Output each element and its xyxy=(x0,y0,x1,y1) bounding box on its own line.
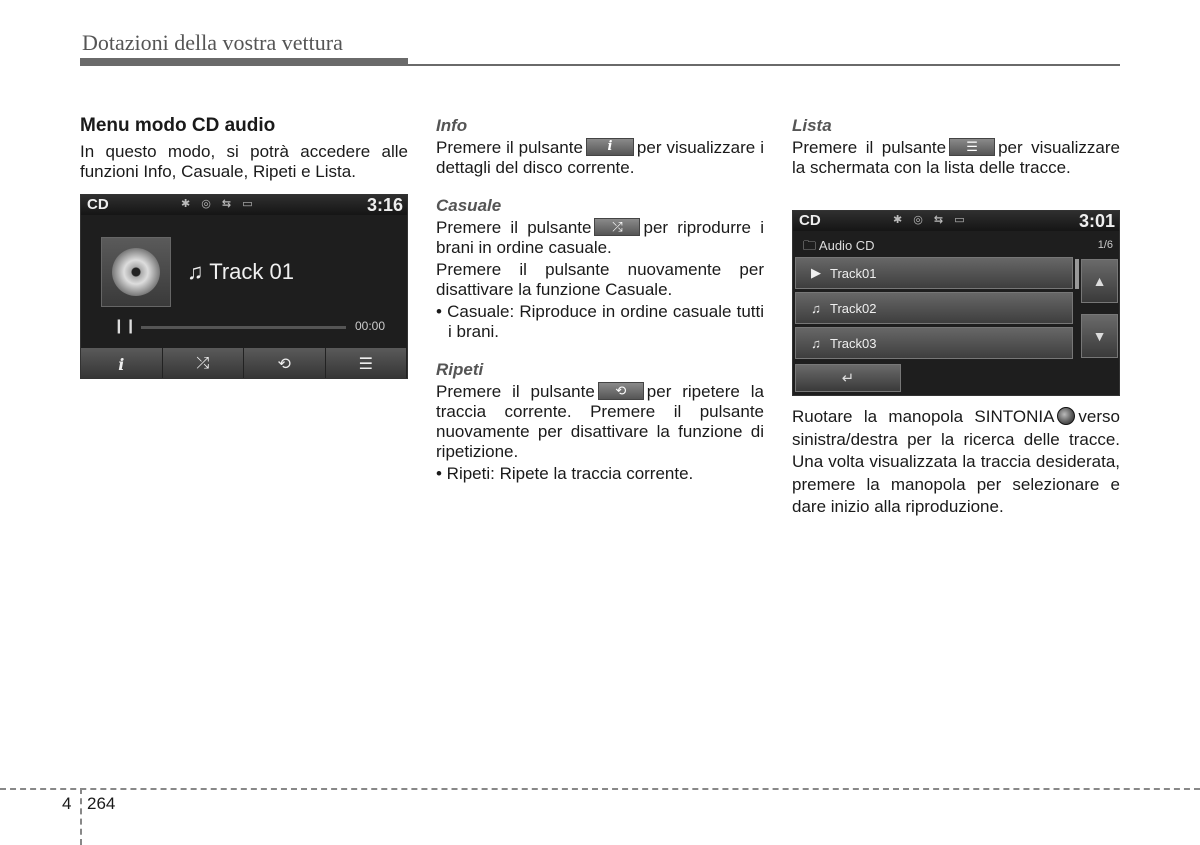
page-header: Dotazioni della vostra vettura xyxy=(82,30,343,55)
shuffle-icon: ⤮ xyxy=(196,355,210,372)
ripeti-paragraph: Premere il pulsante ⟲ per ripetere la traccia corrente. Premere il pulsante nuovamente per disattivare la funzione di ripetizione. xyxy=(436,382,764,461)
track-title xyxy=(187,259,294,285)
clock: 3:16 xyxy=(366,195,403,215)
footer-rule xyxy=(0,788,1200,790)
track-list xyxy=(795,257,1073,362)
ripeti-bullet: • Ripeti: Ripete la traccia corrente. xyxy=(436,464,694,483)
status-bar xyxy=(793,211,1119,231)
arrow-up-icon: ▲ xyxy=(1092,273,1107,289)
ripeti-heading: Ripeti xyxy=(436,360,484,379)
music-note-icon: ♫ xyxy=(811,335,821,351)
casuale-bullet: • Casuale: Riproduce in ordine casuale tutti i brani. xyxy=(436,302,764,341)
album-art xyxy=(101,237,171,307)
column-right-lower xyxy=(792,406,1120,521)
status-icons: ✱ ◎ ⇆ ▭ xyxy=(181,198,257,210)
header-rule xyxy=(80,58,408,66)
play-time: 00:00 xyxy=(355,319,386,333)
header-rule-thin xyxy=(408,64,1120,66)
page-number-value: 264 xyxy=(87,794,116,813)
list-item[interactable]: ♫ Track03 xyxy=(795,327,1073,359)
repeat-button[interactable] xyxy=(244,348,326,379)
scrollbar[interactable] xyxy=(1075,259,1079,289)
intro-paragraph: In questo modo, si potrà accedere alle funzioni Info, Casuale, Ripeti e Lista. xyxy=(80,142,408,181)
pause-icon[interactable]: ❙❙ xyxy=(113,317,137,333)
info-paragraph: Premere il pulsante i per visualizzare i dettagli del disco corrente. xyxy=(436,138,764,177)
track-name: Track 01 xyxy=(209,259,294,284)
status-icons: ✱ ◎ ⇆ ▭ xyxy=(893,214,969,226)
folder-label: 🗀 Audio CD xyxy=(803,238,875,253)
section-heading: Menu modo CD audio xyxy=(80,115,276,136)
list-icon: ☰ xyxy=(358,356,373,373)
footer-vertical-rule xyxy=(80,788,82,845)
casuale-paragraph-2: Premere il pulsante nuovamente per disattivare la funzione Casuale. xyxy=(436,260,764,299)
tuning-knob-icon xyxy=(1057,407,1075,425)
progress-bar[interactable] xyxy=(141,326,346,329)
info-button[interactable]: i xyxy=(81,348,163,379)
shuffle-button-icon: ⤮ xyxy=(594,218,640,236)
list-button[interactable] xyxy=(326,348,408,379)
column-right xyxy=(792,116,1120,180)
lista-heading: Lista xyxy=(792,116,832,135)
source-label: CD xyxy=(87,196,109,213)
status-bar xyxy=(81,195,407,215)
info-button-icon: i xyxy=(586,138,634,156)
lista-paragraph: Premere il pulsante ☰ per visualizzare la schermata con la lista delle tracce. xyxy=(792,138,1120,177)
arrow-down-icon: ▼ xyxy=(1092,328,1107,344)
cd-mode-screen xyxy=(80,194,408,379)
casuale-heading: Casuale xyxy=(436,196,502,215)
repeat-button-icon: ⟲ xyxy=(598,382,644,400)
clock: 3:01 xyxy=(1078,211,1115,231)
list-item[interactable]: ♫ Track02 xyxy=(795,292,1073,324)
track-count: 1/6 xyxy=(1097,239,1113,251)
list-item[interactable]: ▶ Track01 xyxy=(795,257,1073,289)
play-icon: ▶ xyxy=(811,265,821,280)
music-note-icon: ♫ xyxy=(811,300,821,316)
track-list-screen xyxy=(792,210,1120,396)
column-left xyxy=(80,116,408,184)
folder-icon: 🗀 xyxy=(803,238,817,253)
repeat-icon: ⟲ xyxy=(277,356,291,373)
back-arrow-icon: ↵ xyxy=(841,370,855,387)
scroll-down-button[interactable] xyxy=(1081,314,1118,358)
shuffle-button[interactable] xyxy=(163,348,245,379)
music-note-icon: ♫ xyxy=(187,259,204,284)
scroll-up-button[interactable] xyxy=(1081,259,1118,303)
list-button-icon: ☰ xyxy=(949,138,995,156)
chapter-number: 4 xyxy=(62,794,72,813)
source-label: CD xyxy=(799,212,821,229)
screen-button-bar xyxy=(81,348,407,379)
casuale-paragraph: Premere il pulsante ⤮ per riprodurre i brani in ordine casuale. xyxy=(436,218,764,257)
sintonia-paragraph: Ruotare la manopola SINTONIA verso sinistra/destra per la ricerca delle tracce. Una volta visualizzata la traccia desiderata, premere la manopola per selezionare e dare inizio alla riproduzione. xyxy=(792,407,1120,516)
cd-disc-icon xyxy=(112,248,160,296)
column-middle xyxy=(436,116,764,486)
info-heading: Info xyxy=(436,116,468,135)
back-button[interactable] xyxy=(795,364,901,392)
